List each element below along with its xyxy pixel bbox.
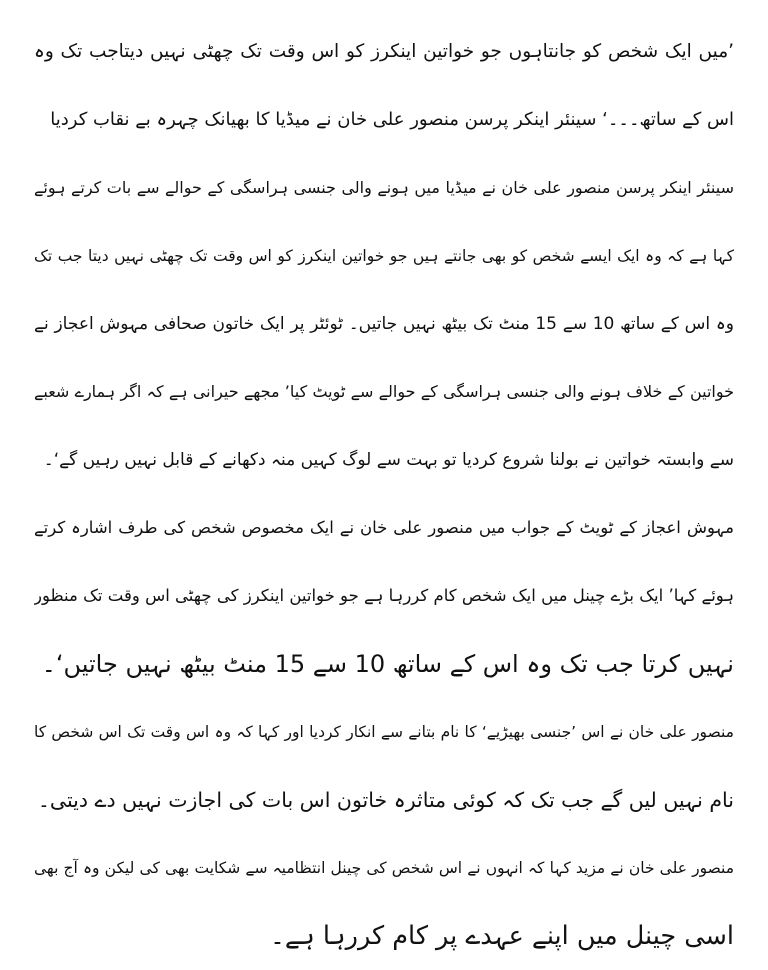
text-line: کہا ہے کہ وہ ایک ایسے شخص کو بھی جانتے ہیں جو خواتین اینکرز کو اس وقت تک چھٹی نہیں دیتا جب تک bbox=[34, 247, 734, 265]
text-line: سینئر اینکر پرسن منصور علی خان نے میڈیا میں ہونے والی جنسی ہراسگی کے حوالے سے بات کرتے ہوئے bbox=[34, 178, 734, 197]
text-line: منصور علی خان نے اس ’جنسی بھیڑیے‘ کا نام بتانے سے انکار کردیا اور کہا کہ وہ اس وقت تک اس شخص کا bbox=[34, 723, 734, 741]
paragraph bbox=[34, 698, 734, 834]
text-line: نہیں کرتا جب تک وہ اس کے ساتھ 10 سے 15 منٹ بیٹھ نہیں جاتیں‘۔ bbox=[41, 650, 734, 678]
text-line: اس کے ساتھ۔۔۔‘ سینئر اینکر پرسن منصور علی خان نے میڈیا کا بھیانک چہرہ بے نقاب کردیا bbox=[50, 109, 734, 130]
paragraph bbox=[34, 834, 734, 970]
text-line: مہوش اعجاز کے ٹویٹ کے جواب میں منصور علی خان نے ایک مخصوص شخص کی طرف اشارہ کرتے bbox=[34, 518, 734, 537]
paragraph bbox=[34, 18, 734, 154]
text-line: وہ اس کے ساتھ 10 سے 15 منٹ تک بیٹھ نہیں جاتیں۔ ٹوئٹر پر ایک خاتون صحافی مہوش اعجاز نے bbox=[34, 314, 734, 334]
paragraph bbox=[34, 154, 734, 494]
text-line: ہوئے کہا’ ایک بڑے چینل میں ایک شخص کام کررہا ہے جو خواتین اینکرز کی چھٹی اس وقت تک منظور bbox=[34, 586, 734, 605]
text-line: منصور علی خان نے مزید کہا کہ انہوں نے اس شخص کی چینل انتظامیہ سے شکایت بھی کی لیکن وہ آج بھی bbox=[34, 859, 734, 877]
text-line: اسی چینل میں اپنے عہدے پر کام کررہا ہے۔ bbox=[269, 921, 734, 951]
paragraph bbox=[34, 494, 734, 698]
text-line: خواتین کے خلاف ہونے والی جنسی ہراسگی کے حوالے سے ٹویٹ کیا’ مجھے حیرانی ہے کہ اگر ہمارے شعبے bbox=[34, 382, 734, 401]
text-line: ’میں ایک شخص کو جانتاہوں جو خواتین اینکرز کو اس وقت تک چھٹی نہیں دیتاجب تک وہ bbox=[34, 41, 734, 62]
text-line: نام نہیں لیں گے جب تک کہ کوئی متاثرہ خاتون اس بات کی اجازت نہیں دے دیتی۔ bbox=[37, 788, 734, 812]
text-line: سے وابستہ خواتین نے بولنا شروع کردیا تو بہت سے لوگ کہیں منہ دکھانے کے قابل نہیں رہیں گے‘۔ bbox=[43, 450, 734, 470]
